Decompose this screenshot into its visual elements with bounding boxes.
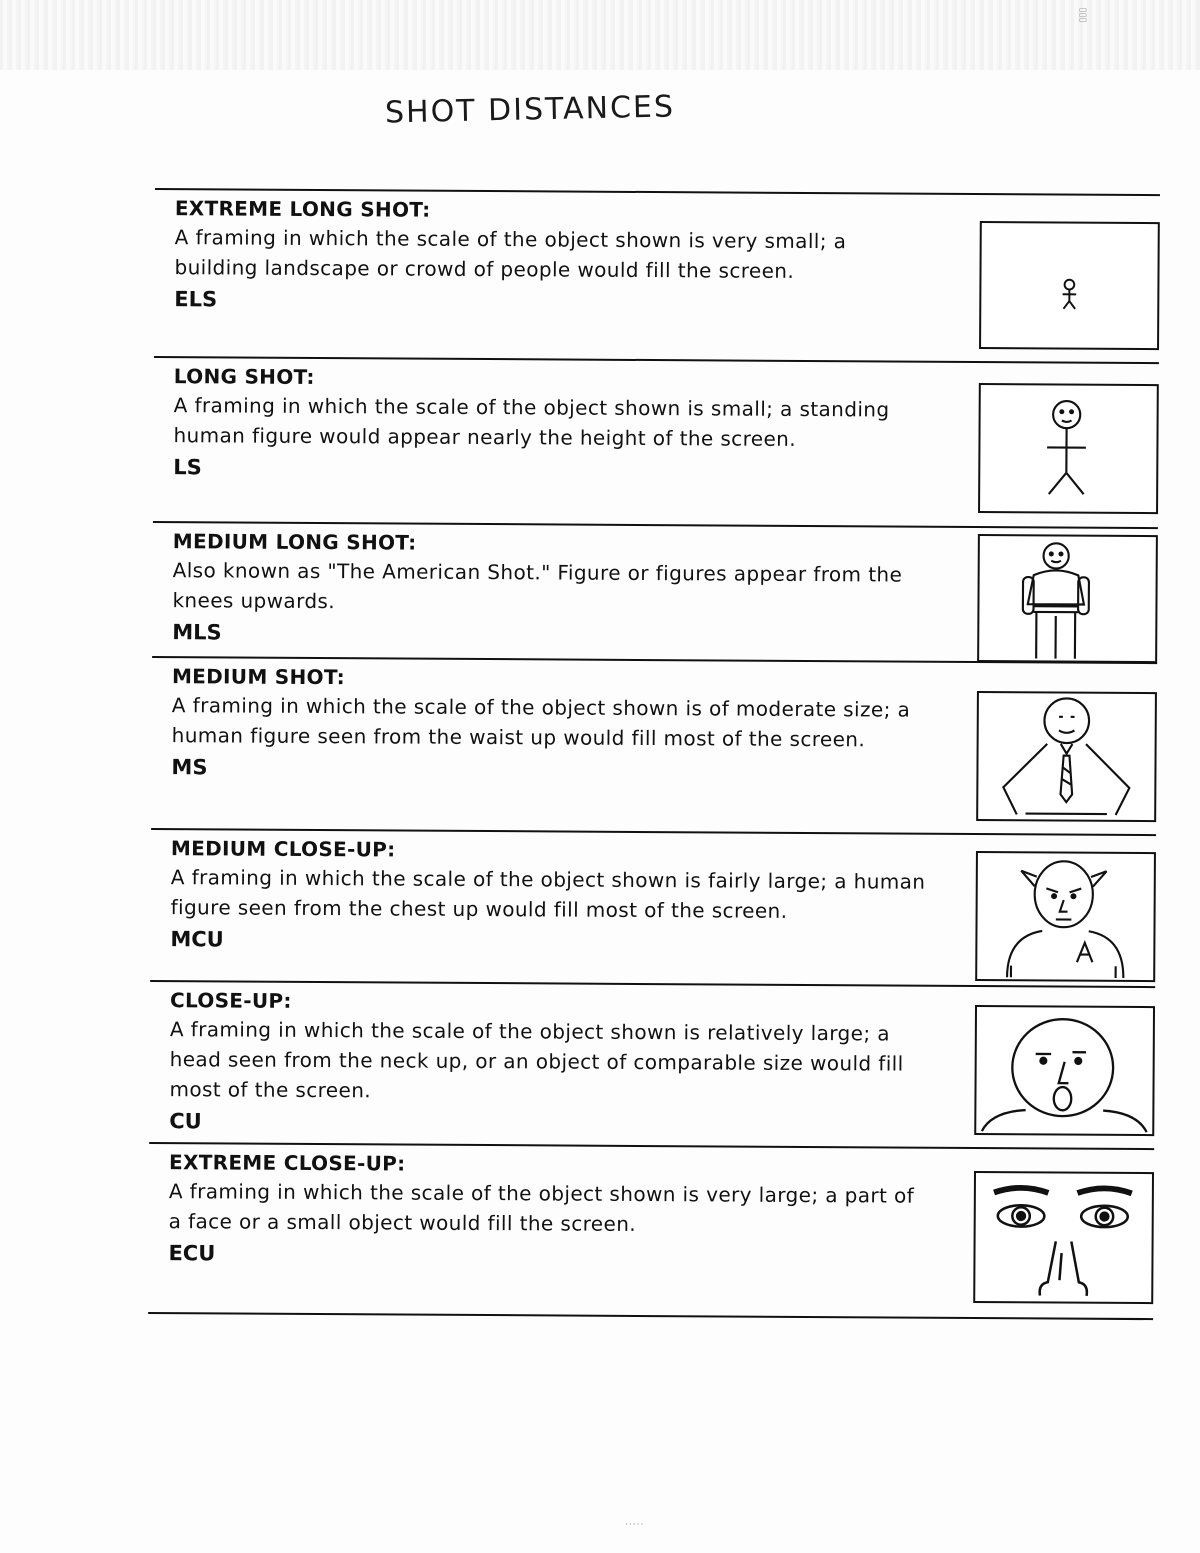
knees-up-figure-icon: [977, 534, 1158, 663]
shot-description: Also known as "The American Shot." Figure or figures appear from the knees upwards.: [172, 558, 903, 614]
shot-heading: CLOSE-UP:: [169, 988, 292, 1013]
shot-abbreviation: MLS: [172, 620, 222, 645]
stick-figure-icon: [978, 383, 1159, 514]
shot-row-cu: [149, 980, 1155, 1148]
shot-abbreviation: LS: [173, 455, 202, 480]
chest-up-figure-icon: [975, 851, 1156, 982]
shot-description: A framing in which the scale of the object shown is small; a standing human figure would appear nearly the height of the screen.: [173, 393, 890, 451]
shot-text: [169, 986, 930, 1141]
shot-text: [172, 527, 933, 652]
eyes-nose-closeup-icon: [973, 1171, 1154, 1304]
shot-heading: MEDIUM SHOT:: [171, 664, 346, 690]
shot-row-mls: [152, 521, 1158, 662]
shot-abbreviation: MS: [171, 755, 208, 780]
shot-abbreviation: MCU: [170, 927, 224, 952]
shot-row-mcu: [150, 828, 1156, 986]
shot-text: [170, 834, 931, 959]
shot-description: A framing in which the scale of the object shown is very large; a part of a face or a small object would fill the screen.: [168, 1179, 915, 1236]
page-footer-mark: ·····: [625, 1520, 645, 1530]
shot-abbreviation: ELS: [174, 287, 218, 312]
shot-heading: EXTREME CLOSE-UP:: [168, 1150, 406, 1176]
shot-heading: EXTREME LONG SHOT:: [174, 196, 431, 222]
head-closeup-icon: [974, 1005, 1155, 1136]
shot-heading: LONG SHOT:: [173, 364, 315, 389]
shot-table: [148, 188, 1160, 1320]
scan-noise-strip: [0, 0, 1200, 70]
shot-heading: MEDIUM LONG SHOT:: [172, 529, 417, 555]
shot-row-ecu: [148, 1142, 1154, 1320]
tiny-stick-figure-icon: [979, 221, 1160, 350]
shot-description: A framing in which the scale of the object shown is fairly large; a human figure seen from the chest up would fill most of the screen.: [170, 865, 926, 923]
shot-row-els: [154, 188, 1160, 362]
waist-up-figure-icon: [976, 691, 1157, 822]
shot-text: [171, 662, 932, 787]
shot-row-ms: [151, 656, 1157, 834]
shot-heading: MEDIUM CLOSE-UP:: [170, 836, 396, 862]
shot-abbreviation: CU: [169, 1109, 202, 1134]
shot-text: [173, 362, 934, 487]
shot-text: [168, 1148, 929, 1273]
shot-text: [174, 194, 935, 319]
margin-stamp: ▯▯▯: [1077, 7, 1088, 23]
page-title: SHOT DISTANCES: [384, 89, 676, 131]
shot-description: A framing in which the scale of the object shown is of moderate size; a human figure seen from the waist up would fill most of the screen.: [171, 693, 911, 752]
shot-row-ls: [153, 356, 1159, 527]
shot-abbreviation: ECU: [168, 1241, 216, 1266]
shot-description: A framing in which the scale of the object shown is very small; a building landscape or crowd of people would fill the screen.: [174, 225, 847, 283]
shot-description: A framing in which the scale of the object shown is relatively large; a head seen from the neck up, or an object of comparable size would fill most of the screen.: [169, 1017, 904, 1103]
